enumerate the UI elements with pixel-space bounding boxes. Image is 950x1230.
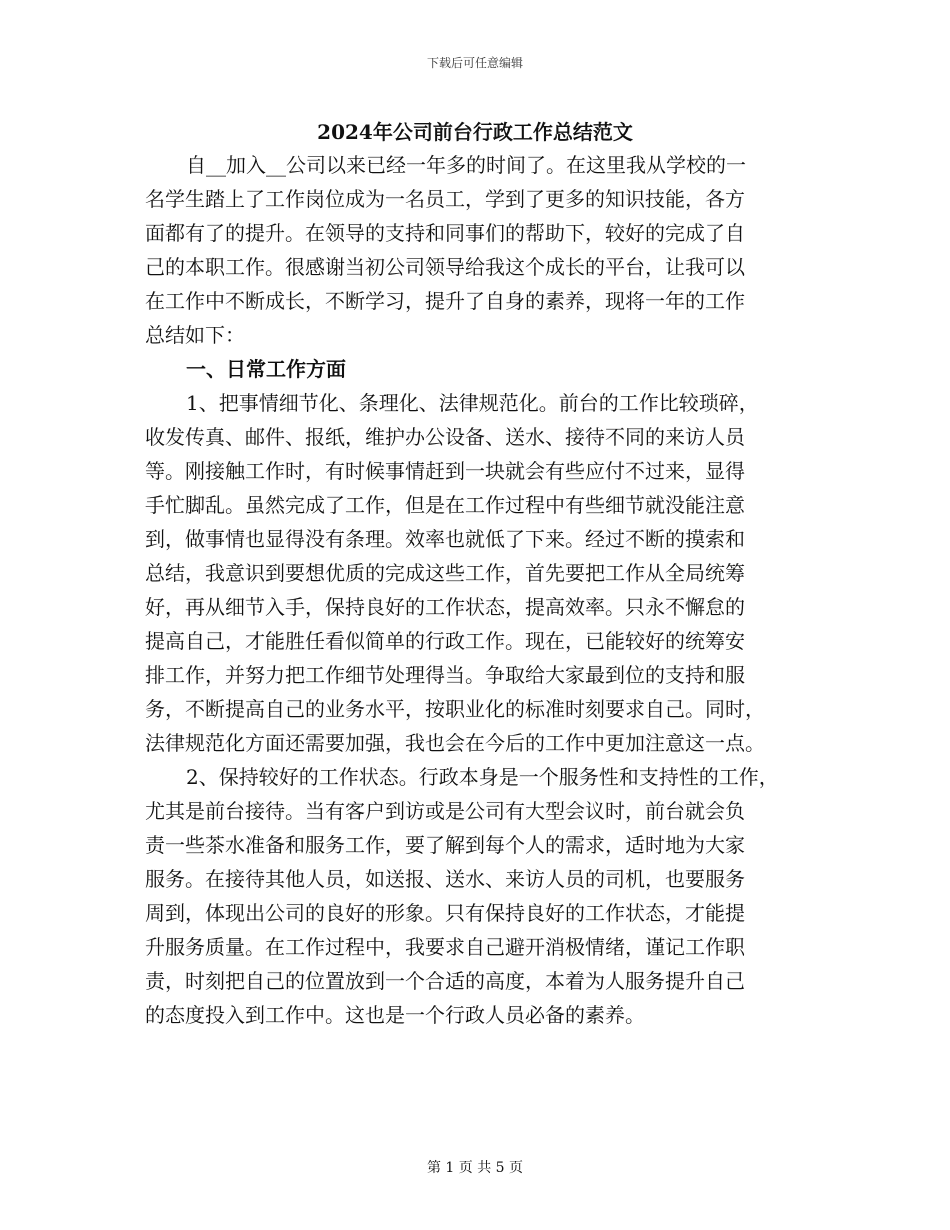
paragraph-line: 面都有了的提升。在领导的支持和同事们的帮助下，较好的完成了自 xyxy=(145,221,745,245)
paragraph-line: 责一些茶水准备和服务工作，要了解到每个人的需求，适时地为大家 xyxy=(145,833,745,857)
paragraph-line: 等。刚接触工作时，有时候事情赶到一块就会有些应付不过来，显得 xyxy=(145,459,745,483)
paragraph-line: 的态度投入到工作中。这也是一个行政人员必备的素养。 xyxy=(145,1003,645,1027)
intro-paragraph xyxy=(0,148,950,352)
paragraph-line: 责，时刻把自己的位置放到一个合适的高度，本着为人服务提升自己 xyxy=(145,969,745,993)
paragraph-line: 务，不断提高自己的业务水平，按职业化的标准时刻要求自己。同时， xyxy=(145,697,765,721)
paragraph-line: 己的本职工作。很感谢当初公司领导给我这个成长的平台，让我可以 xyxy=(145,255,745,279)
paragraph-line: 手忙脚乱。虽然完成了工作，但是在工作过程中有些细节就没能注意 xyxy=(145,493,745,517)
section-heading xyxy=(0,352,950,386)
section-heading-text: 一、日常工作方面 xyxy=(186,357,346,381)
paragraph-line: 自__加入__公司以来已经一年多的时间了。在这里我从学校的一 xyxy=(186,153,746,177)
paragraph-line: 周到，体现出公司的良好的形象。只有保持良好的工作状态，才能提 xyxy=(145,901,745,925)
paragraph-line: 提高自己，才能胜任看似简单的行政工作。现在，已能较好的统筹安 xyxy=(145,629,745,653)
paragraph-line: 好，再从细节入手，保持良好的工作状态，提高效率。只永不懈怠的 xyxy=(145,595,745,619)
paragraph-line: 名学生踏上了工作岗位成为一名员工，学到了更多的知识技能，各方 xyxy=(145,187,745,211)
paragraph-line: 总结如下： xyxy=(145,323,245,347)
document-body xyxy=(0,148,950,1032)
paragraph-line: 在工作中不断成长，不断学习，提升了自身的素养，现将一年的工作 xyxy=(145,289,745,313)
paragraph-line: 2、保持较好的工作状态。行政本身是一个服务性和支持性的工作， xyxy=(186,765,779,789)
paragraph-line: 法律规范化方面还需要加强，我也会在今后的工作中更加注意这一点。 xyxy=(145,731,765,755)
header-note: 下载后可任意编辑 xyxy=(426,56,523,70)
paragraph-line: 1、把事情细节化、条理化、法律规范化。前台的工作比较琐碎， xyxy=(186,391,759,415)
paragraph-line: 尤其是前台接待。当有客户到访或是公司有大型会议时，前台就会负 xyxy=(145,799,745,823)
page-number: 第 1 页 共 5 页 xyxy=(426,1160,524,1176)
paragraph-line: 收发传真、邮件、报纸，维护办公设备、送水、接待不同的来访人员 xyxy=(145,425,745,449)
paragraph-line: 服务。在接待其他人员，如送报、送水、来访人员的司机，也要服务 xyxy=(145,867,745,891)
item-1-paragraph xyxy=(0,386,950,760)
paragraph-line: 总结，我意识到要想优质的完成这些工作，首先要把工作从全局统筹 xyxy=(145,561,745,585)
item-2-paragraph xyxy=(0,760,950,1032)
paragraph-line: 到，做事情也显得没有条理。效率也就低了下来。经过不断的摸索和 xyxy=(145,527,745,551)
document-title: 2024年公司前台行政工作总结范文 xyxy=(317,120,633,144)
paragraph-line: 排工作，并努力把工作细节处理得当。争取给大家最到位的支持和服 xyxy=(145,663,745,687)
paragraph-line: 升服务质量。在工作过程中，我要求自己避开消极情绪，谨记工作职 xyxy=(145,935,745,959)
